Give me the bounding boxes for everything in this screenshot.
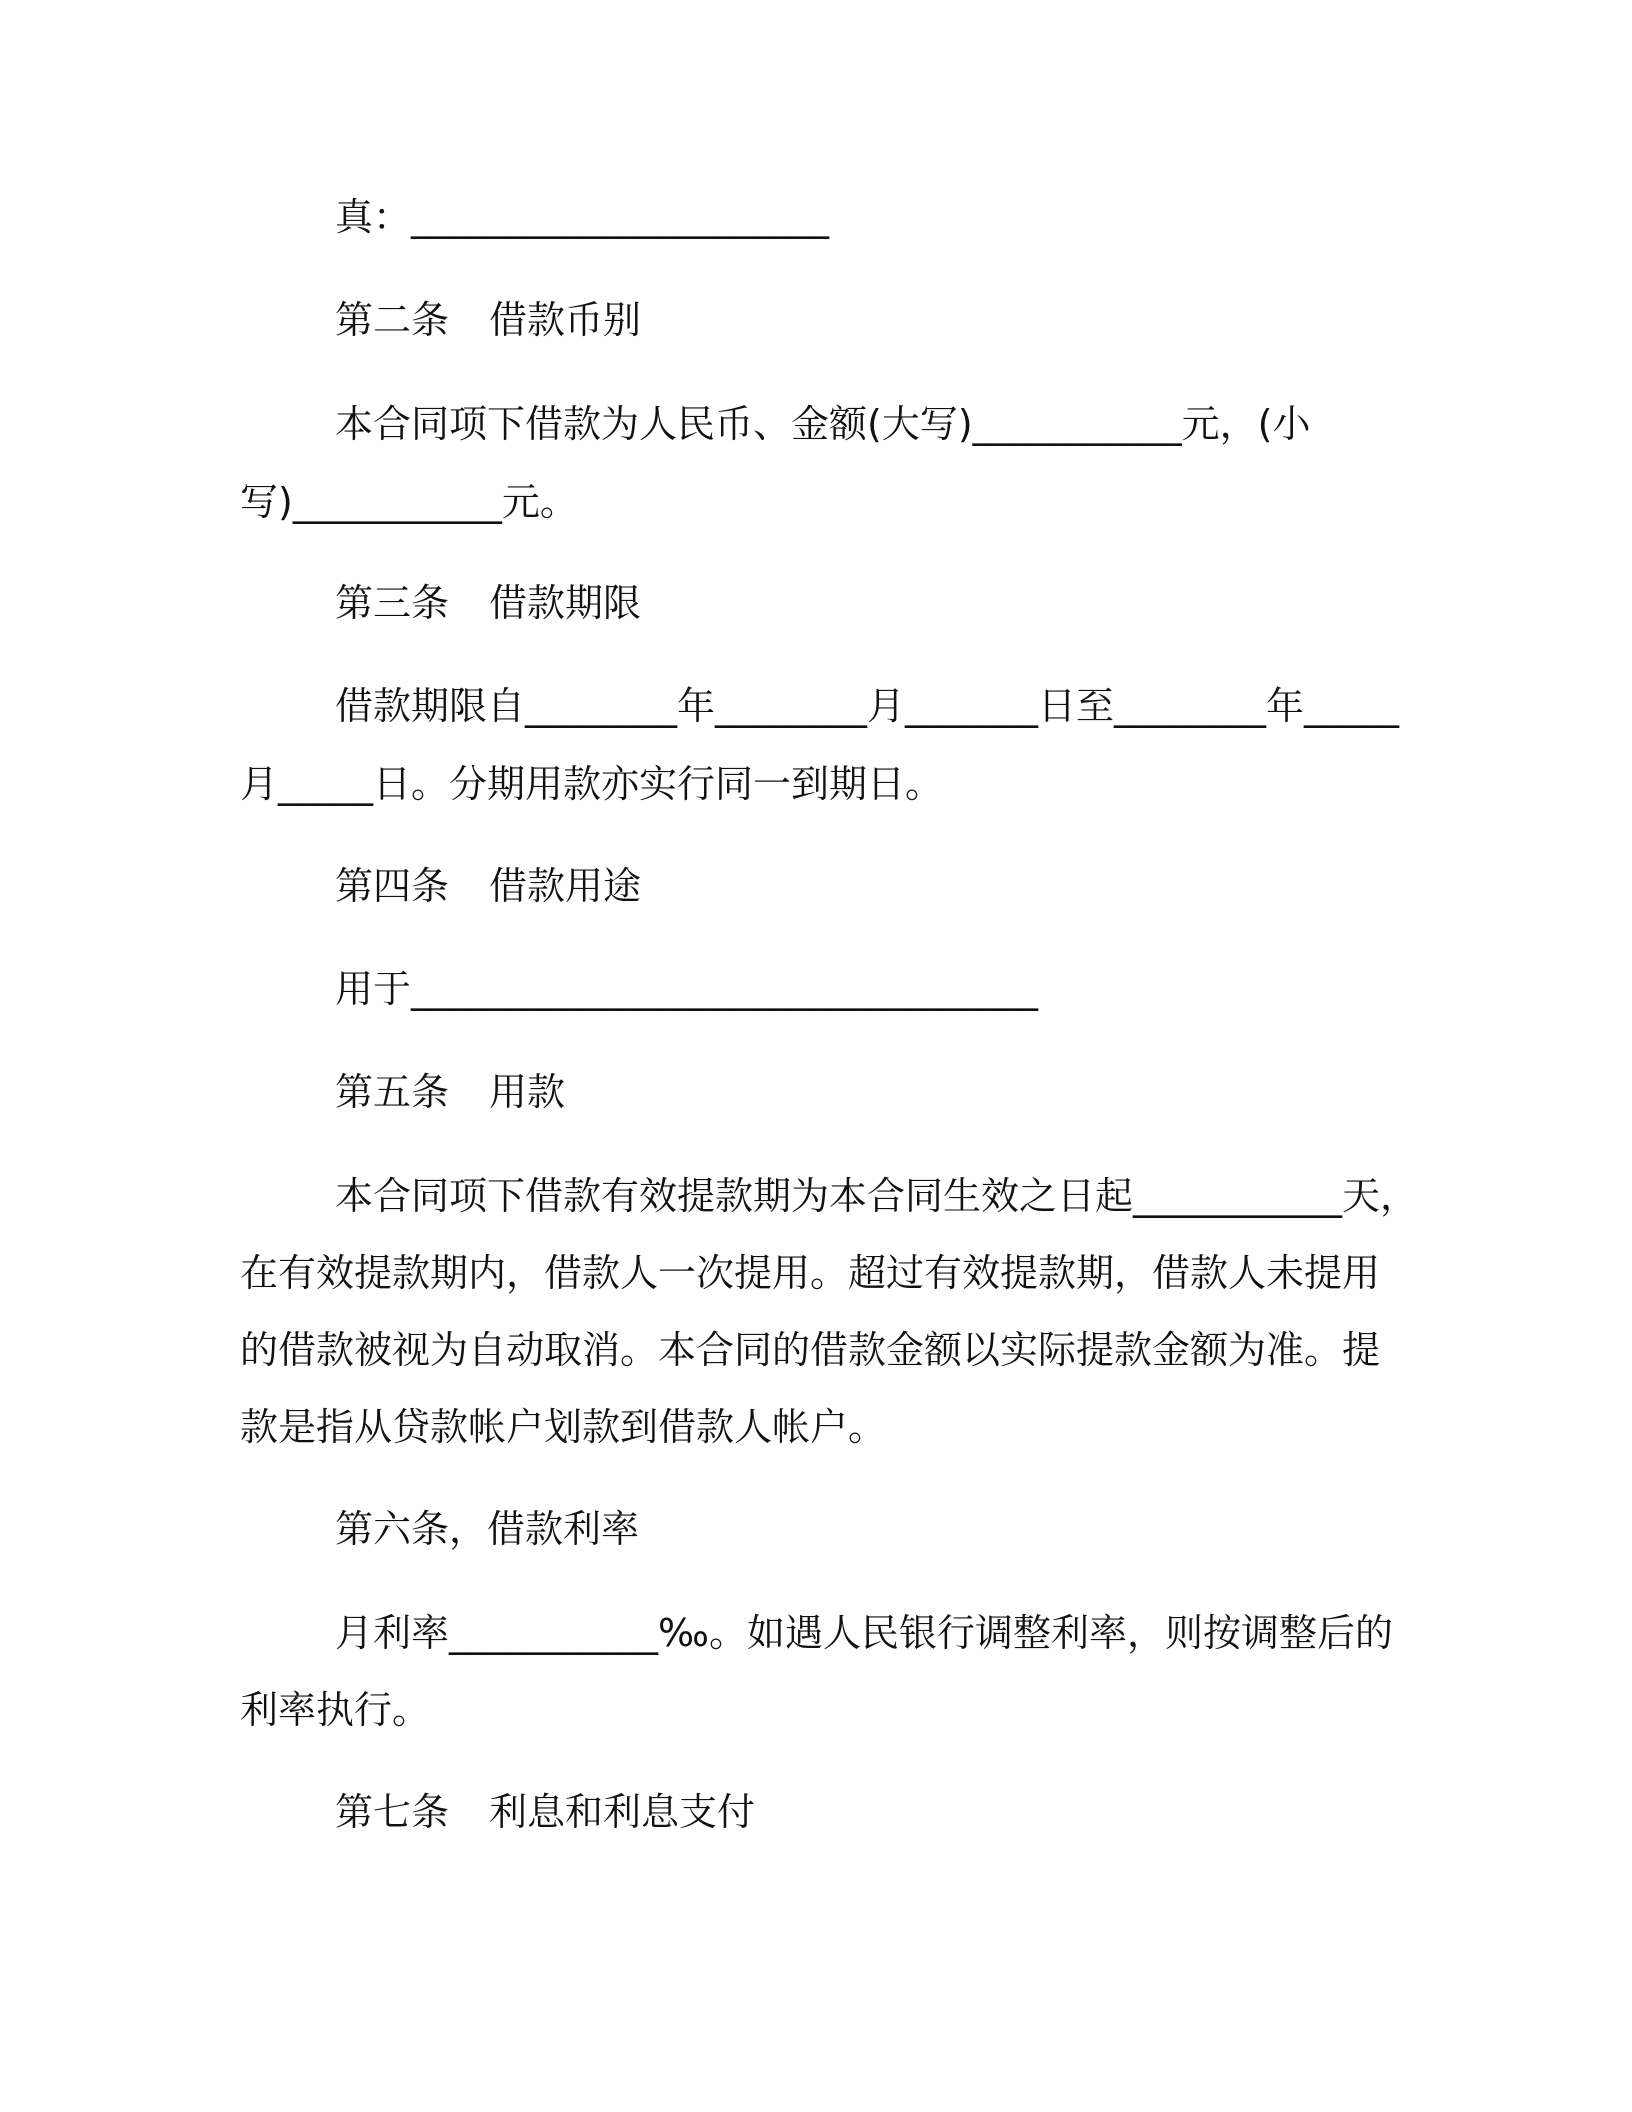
article-7-title: 利息和利息支付 [489,1790,756,1834]
article-4-title: 借款用途 [489,864,642,908]
article-5-body-line-2: 在有效提款期内，借款人一次提用。超过有效提款期，借款人未提用 [240,1251,1381,1295]
article-2-heading [335,296,641,344]
article-4-body-line-1: 用于_________________________________ [335,967,1039,1011]
article-5-number: 第五条 [335,1070,450,1114]
article-5-heading [335,1068,565,1116]
article-3-title: 借款期限 [489,581,642,625]
article-6-heading: 第六条，借款利率 [335,1507,640,1551]
article-6-body-line-1: 月利率___________‰。如遇人民银行调整利率，则按调整后的 [335,1611,1393,1655]
article-2-title: 借款币别 [489,298,642,342]
article-2-number: 第二条 [335,298,450,342]
article-5-body-line-4: 款是指从贷款帐户划款到借款人帐户。 [240,1405,887,1449]
article-4-heading [335,862,641,910]
article-6-body-line-2: 利率执行。 [240,1688,431,1732]
article-3-body-line-2: 月_____日。分期用款亦实行同一到期日。 [240,762,944,806]
article-5-title: 用款 [489,1070,566,1114]
article-2-body-line-1: 本合同项下借款为人民币、金额(大写)___________元，(小 [335,402,1311,446]
article-2-body-line-2: 写)___________元。 [240,480,578,524]
article-3-body-line-1: 借款期限自________年________月_______日至________年_____ [335,684,1400,728]
article-3-number: 第三条 [335,581,450,625]
article-5-body-line-1: 本合同项下借款有效提款期为本合同生效之日起___________天， [335,1174,1419,1218]
article-5-body-line-3: 的借款被视为自动取消。本合同的借款金额以实际提款金额为准。提 [240,1328,1381,1372]
article-7-heading [335,1788,755,1836]
fax-line: 真：______________________ [335,195,830,239]
article-7-number: 第七条 [335,1790,450,1834]
article-4-number: 第四条 [335,864,450,908]
article-3-heading [335,579,641,627]
